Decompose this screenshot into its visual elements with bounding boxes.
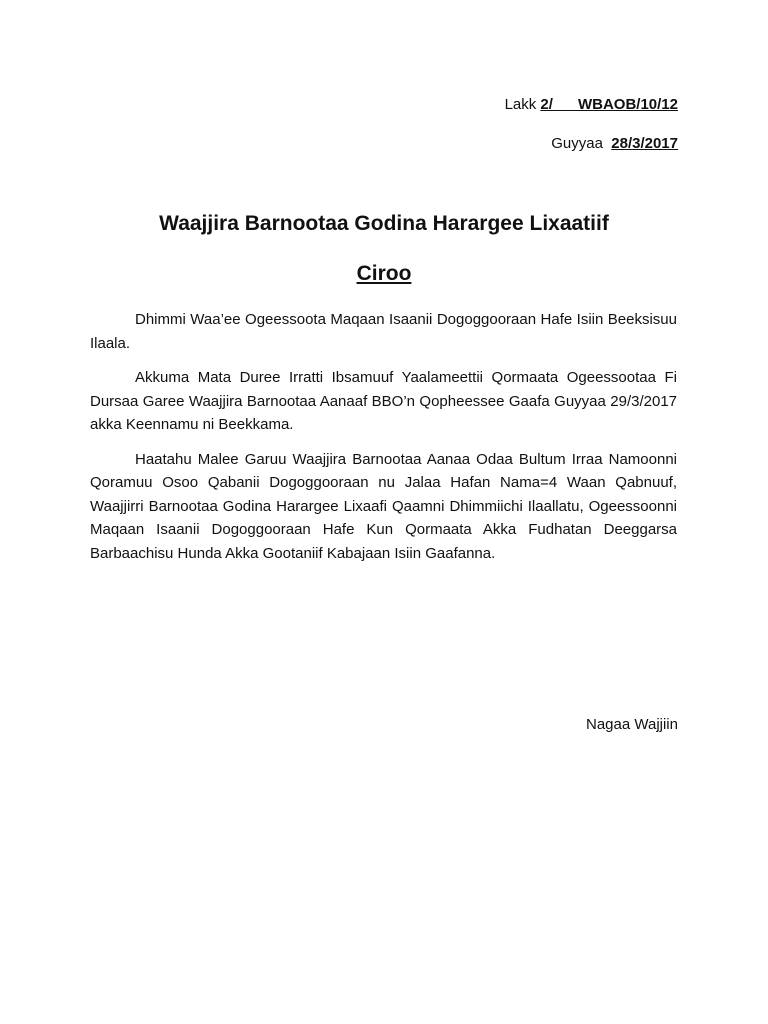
addressee-title: Waajjira Barnootaa Godina Harargee Lixaatiif: [159, 212, 609, 235]
paragraph-subject-line: Dhimmi Waa’ee Ogeessoota Maqaan Isaanii Dogoggooraan Hafe Isiin Beeksisuu Ilaala.: [90, 311, 677, 352]
date-value: 28/3/2017: [611, 135, 678, 152]
reference-label: Lakk: [504, 96, 537, 113]
date-line: [551, 134, 678, 154]
date-label: Guyyaa: [551, 135, 603, 152]
subject-heading: Ciroo: [356, 262, 412, 285]
closing-salutation: Nagaa Wajjiin: [586, 716, 678, 733]
paragraph-exam-notice: Akkuma Mata Duree Irratti Ibsamuuf Yaalameettii Qormaata Ogeessootaa Fi Dursaa Garee Waajjira Barnootaa Aanaaf BBO’n Qopheessee Gaafa Guyyaa 29/3/2017 akka Keennamu ni Beekkama.: [90, 369, 677, 433]
reference-number-line: [505, 95, 678, 115]
reference-number: 2/___WBAOB/10/12: [540, 96, 678, 113]
letter-body: [90, 308, 677, 576]
paragraph-request: Haatahu Malee Garuu Waajjira Barnootaa Aanaa Odaa Bultum Irraa Namoonni Qoramuu Osoo Qabanii Dogoggooraan nu Jalaa Hafan Nama=4 Waan Qabnuuf, Waajjirri Barnootaa Godina Harargee Lixaafi Qaamni Dhimmiichi Ilaallatu, Ogeessoonni Maqaan Isaanii Dogoggooraan Hafe Kun Qormaata Akka Fudhatan Deeggarsa Barbaachisu Hunda Akka Gootaniif Kabajaan Isiin Gaafanna.: [90, 450, 677, 562]
